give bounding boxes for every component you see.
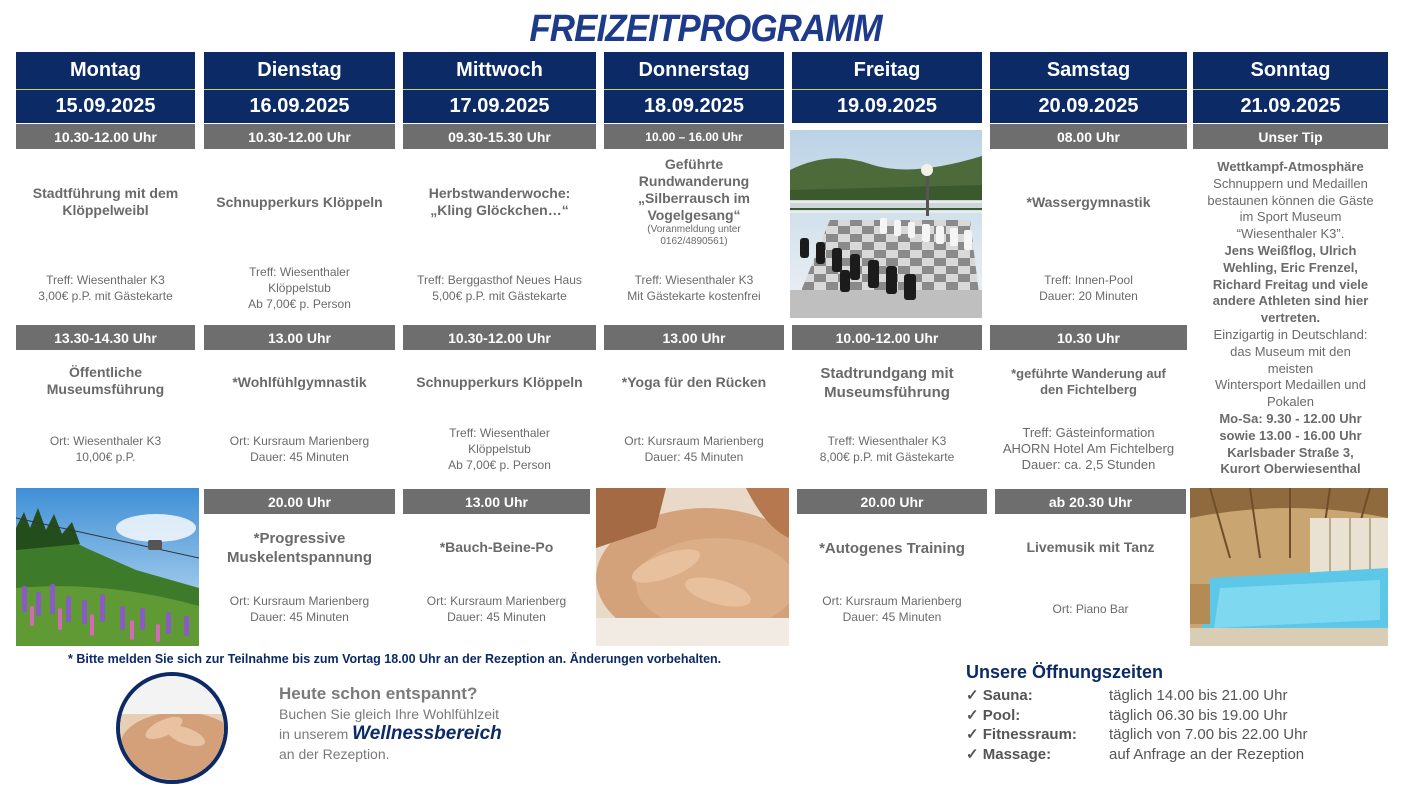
event-title-line: Öffentliche	[68, 364, 143, 380]
event-info-line: Ab 7,00€ p. Person	[448, 458, 551, 472]
opening-label: ✓ Pool:	[966, 706, 1021, 724]
time-bar: 20.00 Uhr	[797, 489, 987, 514]
wellness-promo	[279, 684, 502, 764]
event-info	[797, 593, 987, 625]
time-bar: 20.00 Uhr	[204, 489, 395, 514]
tip-line: Karlsbader Straße 3,	[1227, 444, 1354, 460]
event-info-line: 5,00€ p.P. mit Gästekarte	[432, 289, 567, 303]
day-column-samstag	[990, 52, 1187, 123]
event-info	[16, 272, 195, 304]
tip-line: vertreten.	[1260, 310, 1321, 326]
chess-terrace-photo	[790, 130, 982, 318]
event-info-line: AHORN Hotel Am Fichtelberg	[1002, 441, 1175, 456]
massage-photo	[596, 488, 789, 646]
wellness-line: in unserem	[279, 726, 353, 742]
registration-note: * Bitte melden Sie sich zur Teilnahme bis zum Vortag 18.00 Uhr an der Rezeption an. Änderungen vorbehalten.	[68, 652, 722, 666]
event-note: 0162/4890561)	[660, 236, 728, 247]
event-note: (Voranmeldung unter	[647, 224, 741, 235]
day-name: Freitag	[792, 52, 982, 89]
event-info-line: Klöppelstub	[268, 281, 331, 295]
event-title	[204, 374, 395, 391]
tip-line: sowie 13.00 - 16.00 Uhr	[1219, 427, 1362, 443]
time-bar: 13.00 Uhr	[204, 325, 395, 350]
time-bar: 10.00 – 16.00 Uhr	[604, 124, 784, 149]
event-title	[797, 539, 987, 558]
wellness-heading: Heute schon entspannt?	[279, 684, 478, 703]
opening-hours	[966, 662, 1307, 764]
opening-value: täglich 14.00 bis 21.00 Uhr	[1109, 687, 1288, 704]
event-info	[204, 593, 395, 625]
event-info-line: Treff: Berggasthof Neues Haus	[417, 273, 582, 287]
event-title-line: „Silberrausch im	[637, 190, 751, 206]
event-title	[990, 366, 1187, 398]
day-column-montag	[16, 52, 195, 123]
time-bar: 10.30-12.00 Uhr	[204, 124, 395, 149]
event-info-line: Ort: Kursraum Marienberg	[229, 594, 370, 608]
event-title	[16, 364, 195, 398]
event-info-line: Dauer: 45 Minuten	[250, 450, 349, 464]
event-title-line: Klöppelweibl	[62, 202, 149, 218]
event-info	[995, 601, 1186, 617]
event-info-line: Klöppelstub	[468, 442, 531, 456]
event-info-line: Dauer: 45 Minuten	[644, 450, 744, 464]
event-title	[403, 185, 596, 219]
tip-line: Einzigartig in Deutschland:	[1213, 326, 1368, 342]
tip-line: “Wiesenthaler K3”.	[1236, 226, 1345, 242]
lupine-meadow-photo	[16, 488, 199, 646]
event-title-line: Herbstwanderwoche:	[428, 185, 571, 201]
event-title	[990, 194, 1187, 211]
day-name: Dienstag	[204, 52, 395, 89]
tip-text	[1193, 159, 1388, 478]
event-title-line: Schnupperkurs Klöppeln	[416, 374, 583, 390]
opening-row-massage	[966, 745, 1307, 765]
day-column-donnerstag	[604, 52, 784, 123]
event-info	[204, 264, 395, 312]
day-date: 19.09.2025	[792, 89, 982, 123]
event-title-line: Museumsführung	[824, 384, 950, 401]
event-title	[604, 156, 784, 248]
time-bar: 10.00-12.00 Uhr	[792, 325, 982, 350]
day-column-freitag	[792, 52, 982, 123]
event-title-line: *Bauch-Beine-Po	[439, 539, 554, 555]
tip-line: Kurort Oberwiesenthal	[1220, 461, 1361, 477]
event-title	[403, 374, 596, 391]
page-title: FREIZEITPROGRAMM	[529, 8, 882, 50]
event-info-line: Ab 7,00€ p. Person	[248, 297, 351, 311]
day-name: Mittwoch	[403, 52, 596, 89]
event-title-line: Livemusik mit Tanz	[1026, 539, 1155, 555]
event-info-line: Dauer: 45 Minuten	[842, 610, 942, 624]
wellness-link-text: Wellnessbereich	[352, 723, 502, 744]
opening-value: täglich von 7.00 bis 22.00 Uhr	[1109, 726, 1308, 743]
event-info-line: 8,00€ p.P. mit Gästekarte	[819, 450, 955, 464]
event-info-line: Treff: Innen-Pool	[1044, 273, 1133, 287]
event-title-line: Stadtrundgang mit	[820, 365, 954, 382]
day-name: Montag	[16, 52, 195, 89]
event-info-line: Treff: Wiesenthaler	[249, 265, 350, 279]
event-info	[990, 425, 1187, 473]
indoor-pool-photo	[1190, 488, 1388, 646]
event-title-line: *Wassergymnastik	[1026, 194, 1151, 210]
day-date: 16.09.2025	[204, 89, 395, 123]
time-bar: 13.00 Uhr	[604, 325, 784, 350]
event-title	[204, 194, 395, 211]
day-column-mittwoch	[403, 52, 596, 123]
event-info-line: Treff: Wiesenthaler K3	[634, 273, 754, 287]
time-bar: 10.30 Uhr	[990, 325, 1187, 350]
event-title	[995, 539, 1186, 556]
event-info	[403, 272, 596, 304]
event-info-line: Dauer: 45 Minuten	[447, 610, 546, 624]
event-info	[990, 272, 1187, 304]
day-date: 17.09.2025	[403, 89, 596, 123]
tip-line: im Sport Museum	[1239, 209, 1342, 225]
opening-row-pool	[966, 706, 1307, 726]
event-info-line: Ort: Wiesenthaler K3	[49, 434, 162, 448]
opening-value: auf Anfrage an der Rezeption	[1109, 745, 1305, 763]
tip-line: meisten	[1267, 360, 1314, 376]
day-date: 18.09.2025	[604, 89, 784, 123]
wellness-massage-image	[116, 672, 228, 784]
event-info-line: Mit Gästekarte kostenfrei	[627, 289, 761, 303]
event-title	[204, 529, 395, 567]
event-info-line: Dauer: 20 Minuten	[1039, 289, 1138, 303]
tip-line: Jens Weißflog, Ulrich	[1224, 242, 1357, 258]
event-title-line: *Yoga für den Rücken	[621, 374, 767, 390]
tip-line: Schnuppern und Medaillen	[1213, 175, 1368, 191]
tip-line: Wettkampf-Atmosphäre	[1217, 159, 1364, 174]
time-bar: 13.30-14.30 Uhr	[16, 325, 195, 350]
event-title-line: Rundwanderung	[638, 173, 750, 189]
event-info-line: Treff: Gästeinformation	[1022, 425, 1155, 440]
event-title-line: Vogelgesang“	[647, 207, 741, 223]
event-info-line: Treff: Wiesenthaler	[449, 426, 550, 440]
time-bar: 10.30-12.00 Uhr	[403, 325, 596, 350]
event-info-line: 3,00€ p.P. mit Gästekarte	[38, 289, 173, 303]
day-name: Samstag	[990, 52, 1187, 89]
tip-line: bestaunen können die Gäste	[1207, 192, 1374, 208]
event-info-line: Dauer: 45 Minuten	[250, 610, 349, 624]
wellness-line: an der Rezeption.	[279, 746, 390, 762]
event-info	[403, 593, 590, 625]
event-info-line: Ort: Piano Bar	[1052, 602, 1129, 616]
time-bar: ab 20.30 Uhr	[995, 489, 1186, 514]
day-name: Sonntag	[1193, 52, 1388, 89]
event-title	[792, 364, 982, 402]
event-info-line: Treff: Wiesenthaler K3	[46, 273, 165, 287]
event-info	[204, 433, 395, 465]
event-info-line: Ort: Kursraum Marienberg	[624, 434, 764, 448]
event-info-line: Dauer: ca. 2,5 Stunden	[1021, 457, 1156, 472]
event-info-line: Ort: Kursraum Marienberg	[822, 594, 962, 608]
tip-line: Pokalen	[1267, 394, 1314, 410]
opening-hours-heading: Unsere Öffnungszeiten	[966, 662, 1164, 682]
event-title-line: Schnupperkurs Klöppeln	[216, 194, 383, 210]
event-info	[403, 425, 596, 473]
time-bar: Unser Tip	[1193, 124, 1388, 149]
day-date: 20.09.2025	[990, 89, 1187, 123]
event-info-line: Treff: Wiesenthaler K3	[827, 434, 947, 448]
event-info	[16, 433, 195, 465]
opening-label: ✓ Sauna:	[966, 687, 1033, 704]
event-info	[604, 272, 784, 304]
event-title-line: Museumsführung	[46, 381, 165, 397]
event-title-line: Geführte	[664, 156, 724, 172]
event-title-line: *Autogenes Training	[819, 540, 965, 557]
event-title	[16, 185, 195, 219]
tip-line: andere Athleten sind hier	[1212, 293, 1369, 309]
day-name: Donnerstag	[604, 52, 784, 89]
opening-row-fitness	[966, 725, 1307, 745]
event-title-line: *geführte Wanderung auf	[1011, 366, 1166, 381]
opening-row-sauna	[966, 686, 1307, 706]
opening-label: ✓ Massage:	[966, 745, 1052, 763]
wellness-line: Buchen Sie gleich Ihre Wohlfühlzeit	[279, 706, 499, 722]
event-info-line: Ort: Kursraum Marienberg	[426, 594, 567, 608]
time-bar: 13.00 Uhr	[403, 489, 590, 514]
event-info	[604, 433, 784, 465]
time-bar: 09.30-15.30 Uhr	[403, 124, 596, 149]
opening-label: ✓ Fitnessraum:	[966, 726, 1077, 743]
tip-line: Mo-Sa: 9.30 - 12.00 Uhr	[1219, 410, 1362, 426]
event-title	[403, 539, 590, 556]
tip-line: Richard Freitag und viele	[1212, 276, 1369, 292]
event-title-line: Stadtführung mit dem	[32, 185, 179, 201]
tip-line: das Museum mit den	[1230, 343, 1351, 359]
event-title	[604, 374, 784, 391]
event-info	[792, 433, 982, 465]
event-title-line: *Progressive	[253, 530, 346, 547]
event-title-line: „Kling Glöckchen…“	[430, 202, 569, 218]
day-column-dienstag	[204, 52, 395, 123]
tip-line: Wehling, Eric Frenzel,	[1223, 259, 1358, 275]
event-info-line: Ort: Kursraum Marienberg	[229, 434, 370, 448]
event-title-line: den Fichtelberg	[1040, 382, 1137, 397]
event-title-line: *Wohlfühlgymnastik	[232, 374, 367, 390]
opening-value: täglich 06.30 bis 19.00 Uhr	[1109, 706, 1288, 724]
day-date: 21.09.2025	[1193, 89, 1388, 123]
day-date: 15.09.2025	[16, 89, 195, 123]
time-bar: 08.00 Uhr	[990, 124, 1187, 149]
day-column-sonntag	[1193, 52, 1388, 123]
tip-line: Wintersport Medaillen und	[1214, 377, 1367, 393]
event-info-line: 10,00€ p.P.	[75, 450, 136, 464]
time-bar: 10.30-12.00 Uhr	[16, 124, 195, 149]
event-title-line: Muskelentspannung	[226, 549, 372, 566]
